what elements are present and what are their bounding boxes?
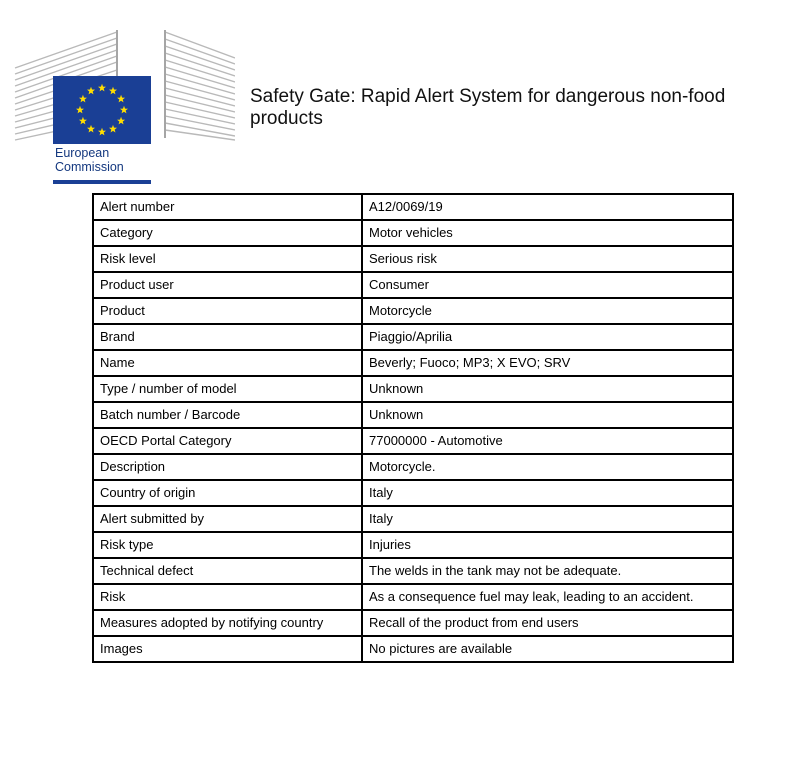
field-label: Batch number / Barcode: [93, 402, 362, 428]
field-value: Serious risk: [362, 246, 733, 272]
star-icon: [117, 95, 125, 103]
field-label: Type / number of model: [93, 376, 362, 402]
eu-flag-icon: [53, 76, 151, 144]
table-row: [93, 324, 733, 350]
table-row: [93, 558, 733, 584]
table-row: [93, 480, 733, 506]
field-label: Measures adopted by notifying country: [93, 610, 362, 636]
table-row: [93, 350, 733, 376]
field-value: A12/0069/19: [362, 194, 733, 220]
org-name-line1: European: [55, 146, 110, 160]
table-row: [93, 402, 733, 428]
field-label: Description: [93, 454, 362, 480]
field-label: Country of origin: [93, 480, 362, 506]
star-icon: [79, 117, 87, 125]
table-row: [93, 610, 733, 636]
field-label: Product: [93, 298, 362, 324]
field-label: Technical defect: [93, 558, 362, 584]
field-value: Recall of the product from end users: [362, 610, 733, 636]
eu-star-ring: [53, 76, 151, 144]
field-label: Alert number: [93, 194, 362, 220]
alert-details-table: [92, 193, 734, 663]
star-icon: [109, 87, 117, 95]
field-label: Images: [93, 636, 362, 662]
field-label: Name: [93, 350, 362, 376]
org-name-line2: Commission: [55, 160, 124, 174]
field-value: Unknown: [362, 402, 733, 428]
star-icon: [117, 117, 125, 125]
star-icon: [98, 128, 106, 136]
star-icon: [87, 87, 95, 95]
field-value: Beverly; Fuoco; MP3; X EVO; SRV: [362, 350, 733, 376]
field-value: 77000000 - Automotive: [362, 428, 733, 454]
star-icon: [79, 95, 87, 103]
table-row: [93, 298, 733, 324]
field-value: As a consequence fuel may leak, leading to an accident.: [362, 584, 733, 610]
table-row: [93, 454, 733, 480]
star-icon: [98, 84, 106, 92]
field-label: Category: [93, 220, 362, 246]
field-value: Italy: [362, 480, 733, 506]
table-row: [93, 428, 733, 454]
table-row: [93, 272, 733, 298]
field-label: Brand: [93, 324, 362, 350]
field-value: No pictures are available: [362, 636, 733, 662]
field-value: Italy: [362, 506, 733, 532]
table-row: [93, 584, 733, 610]
field-label: Product user: [93, 272, 362, 298]
field-value: Injuries: [362, 532, 733, 558]
field-label: Risk type: [93, 532, 362, 558]
table-row: [93, 532, 733, 558]
field-value: Consumer: [362, 272, 733, 298]
table-row: [93, 376, 733, 402]
field-label: Risk level: [93, 246, 362, 272]
european-commission-logo: [5, 30, 235, 184]
table-row: [93, 636, 733, 662]
table-row: [93, 220, 733, 246]
field-value: Motor vehicles: [362, 220, 733, 246]
field-value: Motorcycle.: [362, 454, 733, 480]
field-value: Piaggio/Aprilia: [362, 324, 733, 350]
organization-name: [55, 146, 151, 174]
star-icon: [87, 125, 95, 133]
document-title: Safety Gate: Rapid Alert System for dangerous non-food products: [250, 86, 726, 129]
logo-underline: [53, 180, 151, 184]
field-label: OECD Portal Category: [93, 428, 362, 454]
table-row: [93, 506, 733, 532]
star-icon: [120, 106, 128, 114]
field-value: Motorcycle: [362, 298, 733, 324]
star-icon: [109, 125, 117, 133]
field-label: Risk: [93, 584, 362, 610]
field-value: Unknown: [362, 376, 733, 402]
star-icon: [76, 106, 84, 114]
field-value: The welds in the tank may not be adequate.: [362, 558, 733, 584]
table-row: [93, 194, 733, 220]
table-row: [93, 246, 733, 272]
field-label: Alert submitted by: [93, 506, 362, 532]
